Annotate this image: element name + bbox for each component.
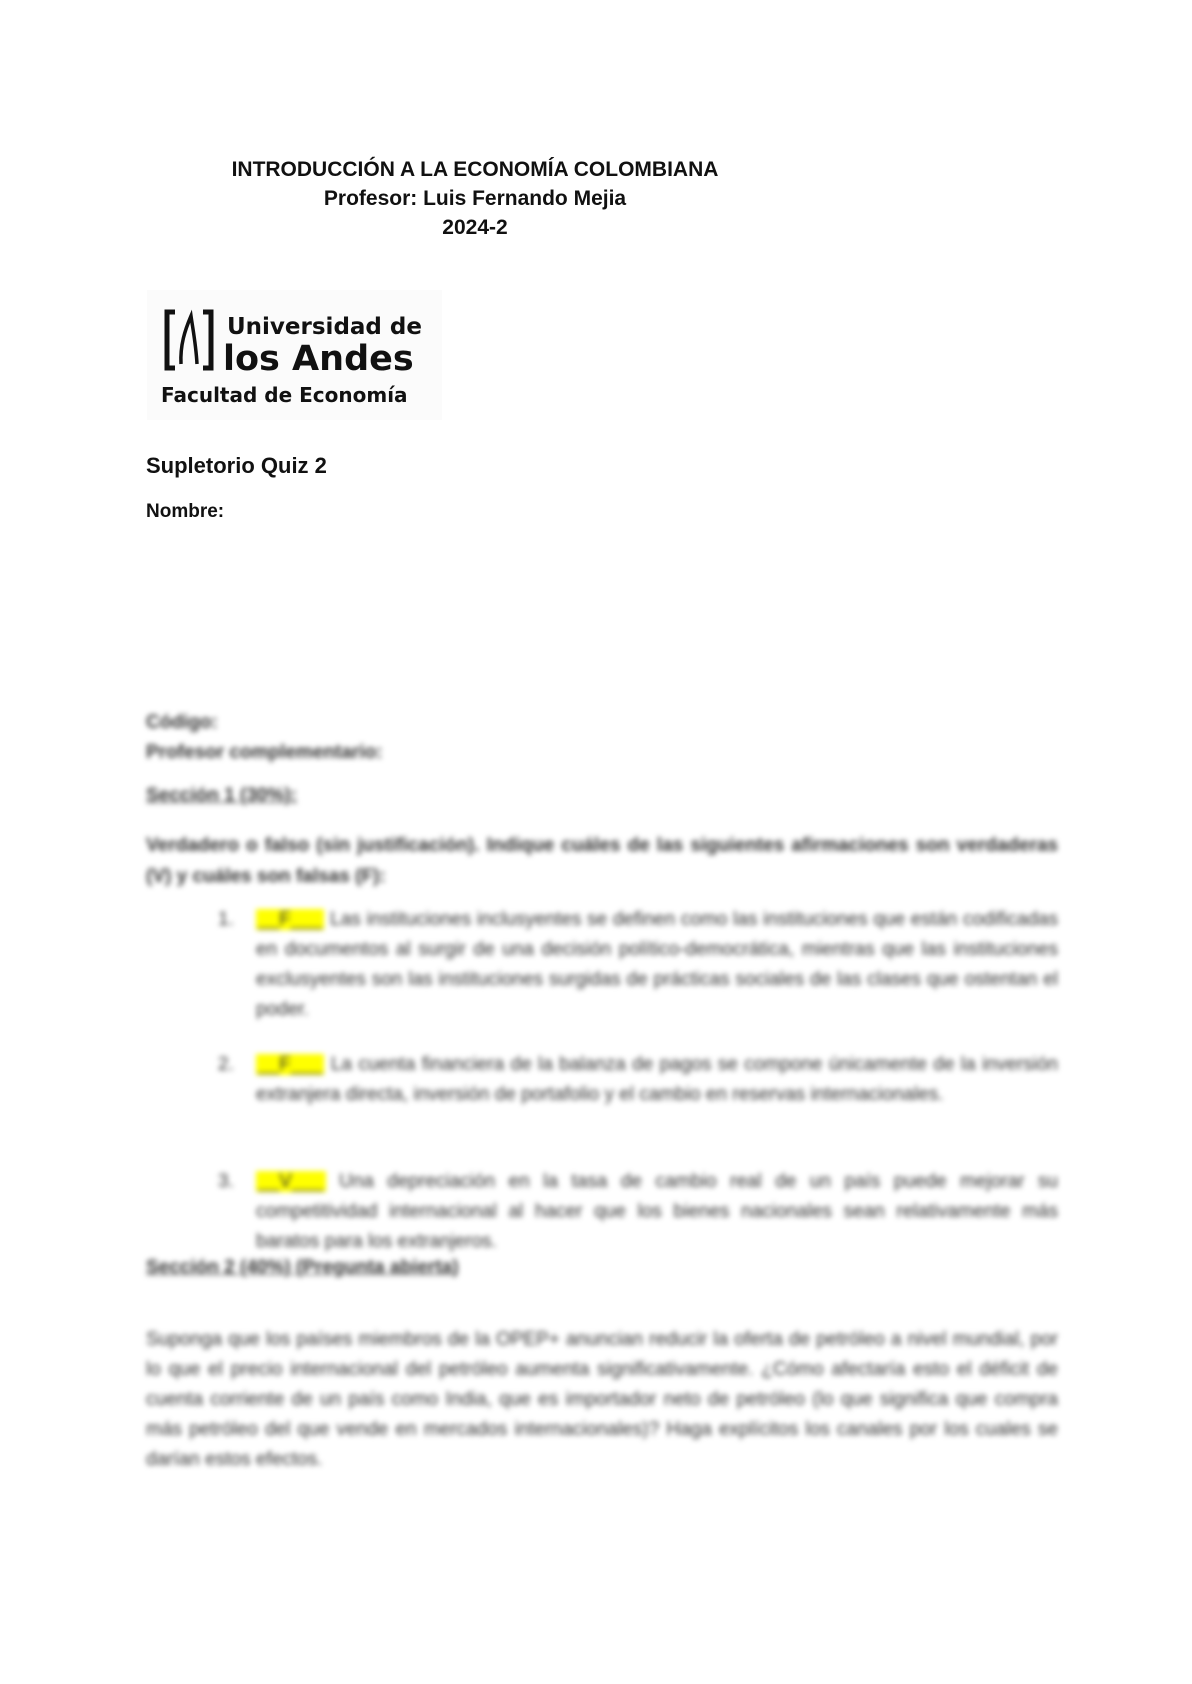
document-header: [150, 155, 800, 242]
item-text: Una depreciación en la tasa de cambio real de un país puede mejorar su competitividad internacional al hacer que los bienes nacionales sean relativamente más baratos para los extranjeros.: [256, 1171, 1058, 1252]
list-item: [218, 1050, 1058, 1110]
section-2-question: Suponga que los países miembros de la OPEP+ anuncian reducir la oferta de petróleo a nivel mundial, por lo que el precio internacional del petróleo aumenta significativamente. ¿Cómo afectaría esto el déficit de cuenta corriente de un país como India, que es importador neto de petróleo (lo que significa que compra más petróleo del que vende en mercados internacionales)? Haga explícitos los canales por los cuales se darían estos efectos.: [146, 1329, 1058, 1470]
university-logo: [147, 290, 442, 420]
item-number: 1.: [218, 909, 234, 930]
logo-line-2: los Andes: [223, 339, 414, 379]
complementary-professor-label: Profesor complementario:: [146, 742, 383, 763]
term-line: 2024-2: [442, 216, 508, 239]
list-item: [218, 905, 1058, 1025]
section-2-title: Sección 2 (40%) (Pregunta abierta): [146, 1257, 459, 1278]
answer-blank: __V___: [258, 1171, 324, 1192]
item-text: Las instituciones inclusyentes se definen como las instituciones que están codificadas en documentos al surgir de una decisión político-democrática, mientras que las instituciones exclusyentes son las instituciones surgidas de prácticas sociales de las clases que ostentan el poder.: [256, 909, 1058, 1020]
logo-line-3: Facultad de Economía: [161, 383, 408, 407]
item-text: La cuenta financiera de la balanza de pagos se compone únicamente de la inversión extranjera directa, inversión de portafolio y el cambio en reservas internacionales.: [256, 1054, 1059, 1105]
item-number: 2.: [218, 1054, 234, 1075]
quiz-title: Supletorio Quiz 2: [146, 453, 327, 478]
section-1-instructions: Verdadero o falso (sin justificación). Indique cuáles de las siguientes afirmaciones son verdaderas (V) y cuáles son falsas (F):: [146, 835, 1058, 887]
answer-blank: __F___: [258, 909, 323, 930]
name-label: Nombre:: [146, 501, 225, 522]
item-number: 3.: [218, 1171, 234, 1192]
list-item: [218, 1167, 1058, 1257]
professor-line: Profesor: Luis Fernando Mejia: [323, 187, 627, 210]
course-title: INTRODUCCIÓN A LA ECONOMÍA COLOMBIANA: [231, 158, 719, 181]
logo-line-1: Universidad de: [227, 314, 422, 340]
code-label: Código:: [146, 712, 218, 733]
answer-blank: __F___: [258, 1054, 323, 1075]
section-1-title: Sección 1 (30%):: [146, 785, 297, 806]
